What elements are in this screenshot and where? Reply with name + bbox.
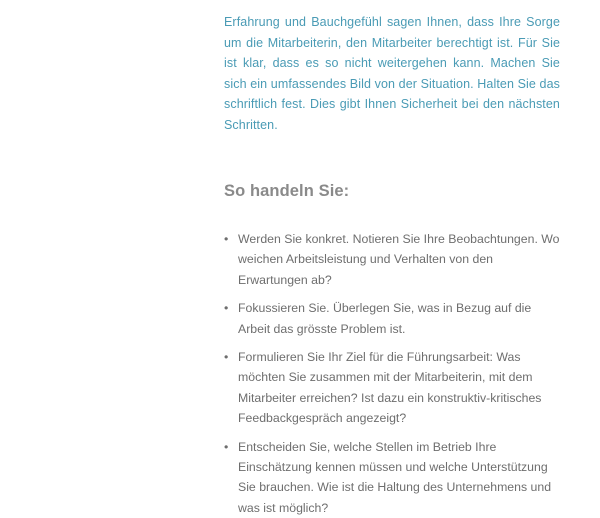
intro-paragraph: Erfahrung und Bauchgefühl sagen Ihnen, dass Ihre Sorge um die Mitarbeiterin, den Mitarbeiter berechtigt ist. Für Sie ist klar, dass es so nicht weitergehen kann. Machen Sie sich ein umfassendes Bild von der Situation. Halten Sie das schriftlich fest. Dies gibt Ihnen Sicherheit bei den nächsten Schritten. <box>224 15 560 132</box>
list-item <box>224 229 560 290</box>
list-item-text: Fokussieren Sie. Überlegen Sie, was in Bezug auf die Arbeit das grösste Problem ist. <box>238 301 532 336</box>
list-item <box>224 347 560 429</box>
text-column <box>224 12 560 518</box>
list-item-text: Entscheiden Sie, welche Stellen im Betrieb Ihre Einschätzung kennen müssen und welche Unterstützung Sie brauchen. Wie ist die Haltung des Unternehmens und was ist möglich? <box>238 439 552 515</box>
bullet-icon: • <box>224 232 229 246</box>
list-item <box>224 437 560 518</box>
list-item-text: Werden Sie konkret. Notieren Sie Ihre Beobachtungen. Wo weichen Arbeitsleistung und Verhalten von den Erwartungen ab? <box>238 232 560 287</box>
list-item-text: Formulieren Sie Ihr Ziel für die Führungsarbeit: Was möchten Sie zusammen mit der Mitarbeiterin, mit dem Mitarbeiter erreichen? Ist dazu ein konstruktiv-kritisches Feedbackgespräch angezeigt? <box>238 350 542 426</box>
list-item <box>224 298 560 339</box>
bullet-icon: • <box>224 301 229 316</box>
action-bullet-list <box>224 201 560 518</box>
bullet-icon: • <box>224 439 229 454</box>
bullet-icon: • <box>224 350 229 365</box>
section-heading: So handeln Sie: <box>224 182 350 200</box>
